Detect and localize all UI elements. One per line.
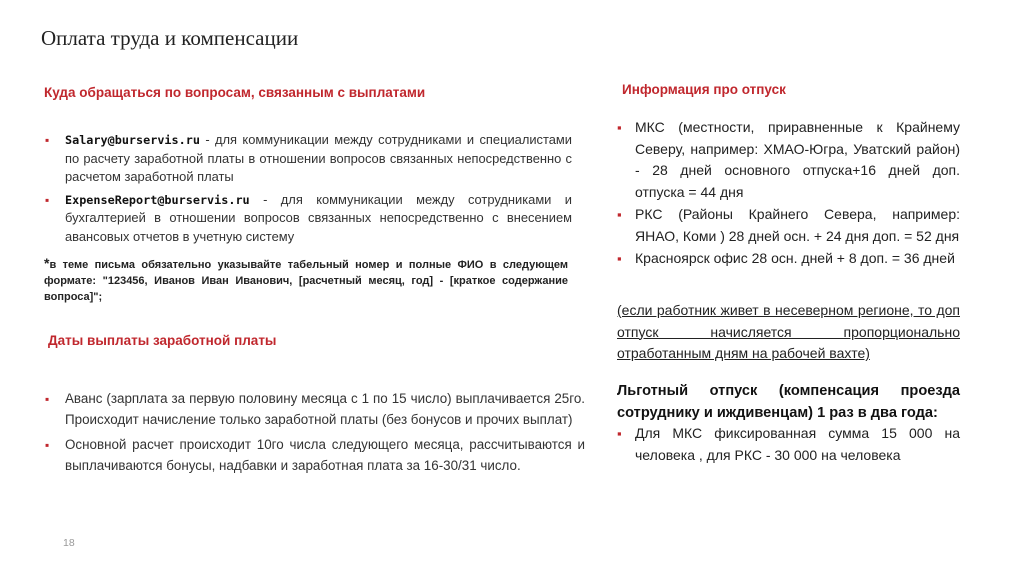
bullet-icon: ▪ bbox=[45, 438, 50, 452]
contact-separator: - bbox=[249, 191, 281, 207]
page-number: 18 bbox=[63, 537, 75, 549]
contact-item-expense bbox=[45, 191, 572, 247]
email-subject-note bbox=[44, 255, 568, 305]
vacation-list bbox=[617, 117, 960, 271]
vacation-item-text: Красноярск офис 28 осн. дней + 8 доп. = 36 дней bbox=[635, 250, 955, 266]
salary-email-link[interactable]: Salary@burservis.ru bbox=[65, 133, 200, 147]
vacation-item-krasnoyarsk bbox=[617, 248, 960, 270]
contact-description: для коммуникации между сотрудниками и специалистами по расчету заработной платы в отношении вопросов связанных непосредственно с расчетом заработной платы bbox=[65, 132, 572, 184]
bullet-icon: ▪ bbox=[617, 207, 622, 222]
contact-item-salary bbox=[45, 131, 572, 187]
benefit-item-text: Для МКС фиксированная сумма 15 000 на человека , для РКС - 30 000 на человека bbox=[635, 425, 960, 463]
contacts-heading: Куда обращаться по вопросам, связанным с выплатами bbox=[44, 85, 426, 100]
contact-separator: - bbox=[199, 132, 216, 147]
vacation-item-text: РКС (Районы Крайнего Севера, например: ЯНАО, Коми ) 28 дней осн. + 24 дня доп. = 52 дня bbox=[635, 206, 960, 244]
contacts-list bbox=[45, 131, 572, 250]
bullet-icon: ▪ bbox=[45, 392, 50, 406]
contact-description: для коммуникации между сотрудниками и бухгалтерией в отношении вопросов связанных непосредственно с внесением авансовых отчетов в учетную систему bbox=[65, 191, 572, 244]
expense-email-link[interactable]: ExpenseReport@burservis.ru bbox=[65, 192, 250, 207]
payroll-list bbox=[45, 389, 585, 481]
note-text: в теме письма обязательно указывайте табельный номер и полные ФИО в следующем формате: "123456, Иванов Иван Иванович, [расчетный месяц, год] - [краткое содержание вопроса]"; bbox=[44, 259, 568, 303]
bullet-icon: ▪ bbox=[617, 426, 622, 441]
payroll-heading: Даты выплаты заработной платы bbox=[48, 333, 277, 348]
bullet-icon: ▪ bbox=[617, 120, 622, 135]
payroll-item-text: Аванс (зарплата за первую половину месяца с 1 по 15 число) выплачивается 25го. Происходит начисление только заработной платы (без бонусов и прочих выплат) bbox=[65, 391, 585, 427]
bullet-icon: ▪ bbox=[45, 192, 50, 207]
payroll-item bbox=[45, 389, 585, 430]
vacation-item-mks bbox=[617, 117, 960, 203]
bullet-icon: ▪ bbox=[617, 251, 622, 266]
note-star: * bbox=[44, 255, 50, 271]
bullet-icon: ▪ bbox=[45, 133, 50, 147]
payroll-item-text: Основной расчет происходит 10го числа следующего месяца, рассчитываются и выплачиваются бонусы, надбавки и заработная плата за 16-30/31 число. bbox=[65, 437, 585, 473]
benefit-item bbox=[617, 423, 960, 466]
slide-title: Оплата труда и компенсации bbox=[41, 26, 299, 50]
payroll-item bbox=[45, 435, 585, 476]
vacation-item-text: МКС (местности, приравненные к Крайнему Северу, например: ХМАО-Югра, Уватский район) - 28 дней основного отпуска+16 дней доп. отпуска = 44 дня bbox=[635, 119, 960, 200]
vacation-item-rks bbox=[617, 204, 960, 247]
benefit-vacation-title: Льготный отпуск (компенсация проезда сотруднику и иждивенцам) 1 раз в два года: bbox=[617, 383, 960, 421]
vacation-note: (если работник живет в несеверном регионе, то доп отпуск начисляется пропорционально отработанным дням на рабочей вахте) bbox=[617, 302, 960, 361]
vacation-heading: Информация про отпуск bbox=[622, 82, 786, 97]
benefit-list bbox=[617, 423, 960, 466]
